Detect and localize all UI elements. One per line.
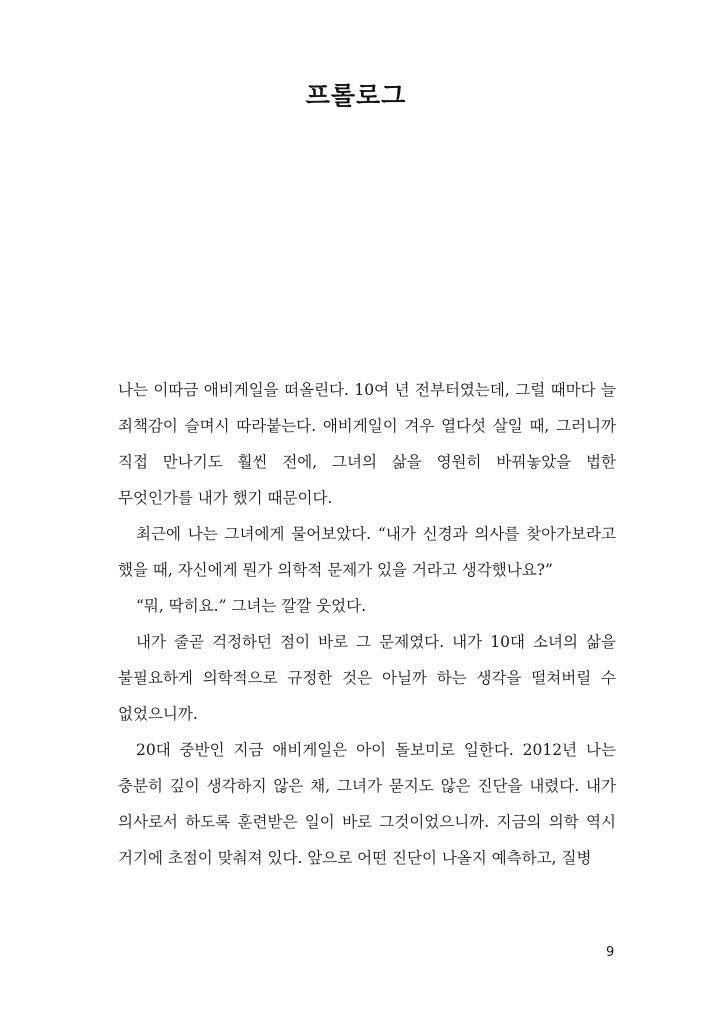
paragraph-1: 나는 이따금 애비게일을 떠올린다. 10여 년 전부터였는데, 그럴 때마다 늘 죄책감이 슬며시 따라붙는다. 애비게일이 겨우 열다섯 살일 때, 그러니까 직접 만나기도 훨씬 전에, 그녀의 삶을 영원히 바꿔놓았을 법한 무엇인가를 내가 했기 때문이다. xyxy=(118,381,616,507)
paragraph-4: 내가 줄곧 걱정하던 점이 바로 그 문제였다. 내가 10대 소녀의 삶을 불필요하게 의학적으로 규정한 것은 아닐까 하는 생각을 떨쳐버릴 수 없었으니까. xyxy=(118,633,616,723)
chapter-title: 프롤로그 xyxy=(305,81,407,110)
page-number: 9 xyxy=(606,945,615,960)
chapter-body xyxy=(118,372,616,876)
paragraph-2: 최근에 나는 그녀에게 물어보았다. “내가 신경과 의사를 찾아가보라고 했을 때, 자신에게 뭔가 의학적 문제가 있을 거라고 생각했나요?” xyxy=(118,525,616,579)
paragraph-5: 20대 중반인 지금 애비게일은 아이 돌보미로 일한다. 2012년 나는 충분히 깊이 생각하지 않은 채, 그녀가 묻지도 않은 진단을 내렸다. 내가 의사로서 하도록 훈련받은 일이 바로 그것이었으니까. 지금의 의학 역시 거기에 초점이 맞춰져 있다. 앞으로 어떤 진단이 나올지 예측하고, 질병 xyxy=(118,741,616,867)
paragraph-3: “뭐, 딱히요.” 그녀는 깔깔 웃었다. xyxy=(136,597,367,615)
